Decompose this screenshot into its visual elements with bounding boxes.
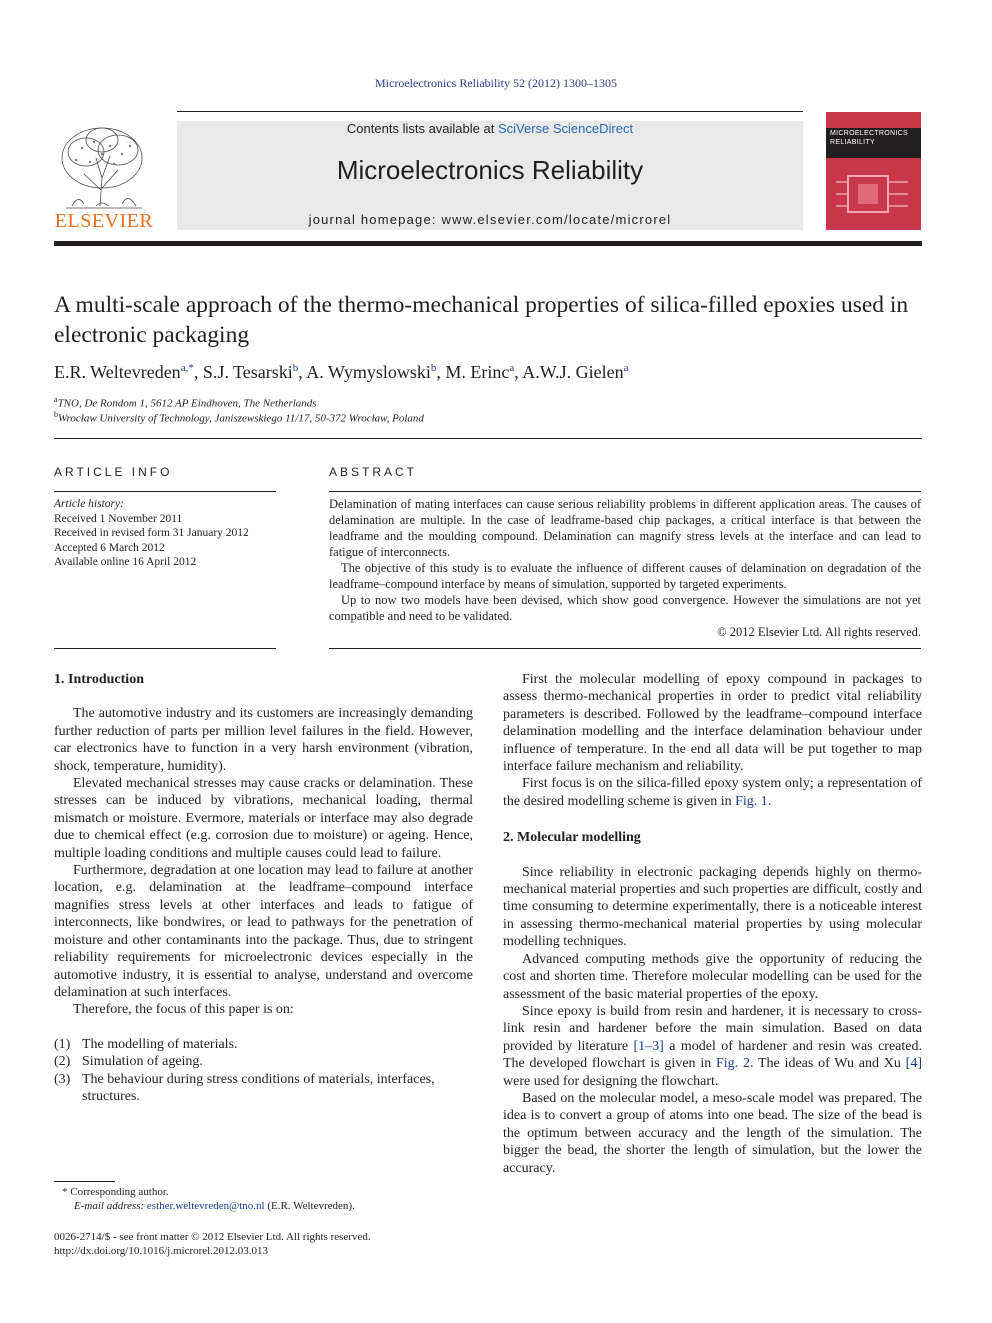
author-affil-mark[interactable]: b <box>292 362 299 374</box>
corresponding-author-note <box>62 1186 169 1198</box>
list-item <box>54 1036 473 1053</box>
list-number: (1) <box>54 1036 71 1052</box>
history-entry: Available online 16 April 2012 <box>54 556 197 568</box>
history-entry: Received 1 November 2011 <box>54 512 183 525</box>
affiliation-text: TNO, De Rondom 1, 5612 AP Eindhoven, The Netherlands <box>57 397 317 410</box>
body-paragraph: The automotive industry and its customers are increasingly demanding further reduction of parts per million level failures in the field. However, car electronics have to function in a very harsh environment (vibration, shock, temperature, humidity). <box>54 706 473 774</box>
affiliation-text: Wrocław University of Technology, Janiszewskiego 11/17, 50-372 Wrocław, Poland <box>58 412 424 425</box>
body-paragraph: Based on the molecular model, a meso-scale model was prepared. The idea is to convert a group of atoms into one bead. The size of the bead is the optimum between accuracy and the length of the simulation. The bigger the bead, the shorter the length of simulation, but the lower the accuracy. <box>503 1090 922 1176</box>
contents-prefix: Contents lists available at <box>346 121 498 136</box>
list-text: The behaviour during stress conditions of materials, interfaces, structures. <box>82 1071 435 1104</box>
author-separator: , <box>514 362 523 382</box>
affiliation-mark: b <box>54 410 58 419</box>
list-number: (2) <box>54 1054 71 1070</box>
cover-chip-graphic <box>832 164 916 226</box>
journal-reference[interactable]: Microelectronics Reliability 52 (2012) 1300–1305 <box>375 76 617 90</box>
author-separator: , <box>436 362 446 382</box>
issn-line: 0026-2714/$ - see front matter © 2012 Elsevier Ltd. All rights reserved. <box>54 1231 371 1243</box>
history-entry: Accepted 6 March 2012 <box>54 541 165 554</box>
author-name: M. Erinc <box>445 362 510 382</box>
abstract-heading: ABSTRACT <box>329 465 418 479</box>
abstract-paragraph: The objective of this study is to evaluate the influence of different causes of delamination on degradation of the leadframe–compound interface by means of simulation, supported by targeted experiments. <box>329 561 921 591</box>
email-link[interactable]: esther.weltevreden@tno.nl <box>146 1200 265 1212</box>
author-affil-mark[interactable]: a <box>623 362 629 374</box>
reference-link[interactable]: [4] <box>905 1056 922 1072</box>
history-label: Article history: <box>54 498 124 510</box>
figure-link[interactable]: Fig. 2 <box>716 1056 750 1072</box>
body-column-right <box>503 671 922 1177</box>
footnote-rule <box>54 1181 115 1182</box>
divider <box>54 438 922 439</box>
divider <box>54 648 276 649</box>
body-paragraph: Furthermore, degradation at one location may lead to failure at another location, e.g. delamination at the leadframe–compound interface magnifies stress levels at other interfaces and leads to fatigue of interconnects, like bondwires, or lead to pathways for the penetration of moisture and other contaminants into the package. Thus, due to stringent reliability requirements for microelectronic devices especially in the automotive industry, it is essential to analyse, understand and overcome delamination at such interfaces. <box>54 863 473 1000</box>
email-name: (E.R. Weltevreden). <box>267 1200 355 1212</box>
body-paragraph: Elevated mechanical stresses may cause cracks or delamination. These stresses can be induced by vibrations, mechanical loading, thermal mismatch or moisture. Evermore, materials or interface may also degrade due to chemical effect (e.g. corrosion due to moisture) or ageing. Hence, multiple loading conditions and multiple causes could lead to failure. <box>54 776 473 861</box>
body-text: Since epoxy is build from resin and hardener, it is necessary to cross-link resin and hardener before the main simulation. Based on data provided by literature <box>503 1003 922 1054</box>
author-name: A.W.J. Gielen <box>522 362 624 382</box>
header-thick-rule <box>54 241 922 246</box>
email-note <box>74 1200 355 1212</box>
body-paragraph: Since reliability in electronic packaging depends highly on thermo-mechanical material properties and such properties are difficult, costly and time consuming to determine experimentally, there is a noticeable interest in assessing thermo-mechanical material properties by using molecular modelling techniques. <box>503 864 922 950</box>
body-column-left <box>54 671 473 1105</box>
figure-link[interactable]: Fig. 1 <box>735 793 768 809</box>
article-history <box>54 497 284 570</box>
author-affil-mark[interactable]: a <box>509 362 515 374</box>
author-name: E.R. Weltevreden <box>54 362 181 382</box>
author-affil-mark[interactable]: a,* <box>180 362 194 374</box>
abstract-paragraph: Up to now two models have been devised, which show good convergence. However the simulations are not yet compatible and need to be validated. <box>329 593 921 623</box>
sciencedirect-link[interactable]: SciVerse ScienceDirect <box>497 121 634 136</box>
divider <box>54 491 276 492</box>
body-paragraph <box>503 1003 922 1090</box>
doi-link[interactable]: http://dx.doi.org/10.1016/j.microrel.2012.03.013 <box>54 1245 268 1257</box>
contents-availability <box>177 121 803 136</box>
homepage-url[interactable]: www.elsevier.com/locate/microrel <box>441 212 672 227</box>
abstract-copyright: © 2012 Elsevier Ltd. All rights reserved. <box>717 625 921 639</box>
list-item <box>54 1071 473 1106</box>
author-separator: , <box>298 362 307 382</box>
history-entry: Received in revised form 31 January 2012 <box>54 527 249 539</box>
body-text: were used for designing the flowchart. <box>503 1073 719 1089</box>
divider <box>329 648 921 649</box>
article-title: A multi-scale approach of the thermo-mechanical properties of silica-filled epoxies used in electronic packaging <box>54 292 909 348</box>
footnote-mark: * <box>62 1186 68 1198</box>
article-info-heading: ARTICLE INFO <box>54 465 173 479</box>
body-text: . The ideas of Wu and Xu <box>749 1056 906 1072</box>
section-heading: 1. Introduction <box>54 672 144 687</box>
section-heading: 2. Molecular modelling <box>503 830 641 846</box>
affiliation <box>54 410 424 425</box>
top-rule <box>177 111 803 112</box>
reference-link[interactable]: [1–3] <box>633 1038 664 1054</box>
author-list <box>54 362 914 383</box>
email-label: E-mail address: <box>74 1200 145 1212</box>
body-paragraph: Advanced computing methods give the opportunity of reducing the cost and shorten time. Therefore molecular modelling can be used for the assessment of the basic material properties of the epoxy. <box>503 951 922 1002</box>
body-text: a model of hardener and resin was created. The developed flowchart is given in <box>503 1038 922 1072</box>
list-item <box>54 1053 473 1070</box>
footnote-text: Corresponding author. <box>70 1186 169 1198</box>
journal-homepage <box>177 212 803 227</box>
affiliation-mark: a <box>54 395 58 404</box>
list-text: Simulation of ageing. <box>82 1054 203 1070</box>
list-number: (3) <box>54 1071 71 1087</box>
author-name: A. Wymyslowski <box>306 362 431 382</box>
elsevier-wordmark: ELSEVIER <box>54 210 154 232</box>
author-name: S.J. Tesarski <box>202 362 293 382</box>
affiliation <box>54 395 317 410</box>
homepage-prefix: journal homepage: <box>308 212 442 227</box>
author-affil-mark[interactable]: b <box>430 362 437 374</box>
body-paragraph: Therefore, the focus of this paper is on: <box>73 1002 294 1018</box>
focus-list <box>54 1036 473 1106</box>
author-separator: , <box>193 362 203 382</box>
abstract-paragraph: Delamination of mating interfaces can cause serious reliability problems in different application areas. The causes of delamination are multiple. In the case of leadframe-based chip packages, a critical interface is that between the leadframe and the moulding compound. Delamination can magnify stress levels at the interface and can lead to fatigue of interconnects. <box>329 497 921 559</box>
cover-title: MICROELECTRONICS RELIABILITY <box>830 130 908 146</box>
journal-cover-thumbnail[interactable] <box>826 112 921 230</box>
journal-name: Microelectronics Reliability <box>336 155 644 185</box>
abstract-body <box>329 496 921 624</box>
body-paragraph <box>503 775 922 810</box>
list-text: The modelling of materials. <box>82 1036 238 1052</box>
body-paragraph: First the molecular modelling of epoxy compound in packages to assess thermo-mechanical properties in order to predict vital reliability parameters is described. Followed by the leadframe–compound interface delamination modelling and the interface delamination behaviour under influence of temperature. In the end all data will be put together to map interface failure mechanism and reliability. <box>503 672 922 775</box>
body-text: First focus is on the silica-filled epoxy system only; a representation of the desired modelling scheme is given in <box>503 776 922 809</box>
divider <box>329 491 921 492</box>
body-text: . <box>767 793 772 809</box>
